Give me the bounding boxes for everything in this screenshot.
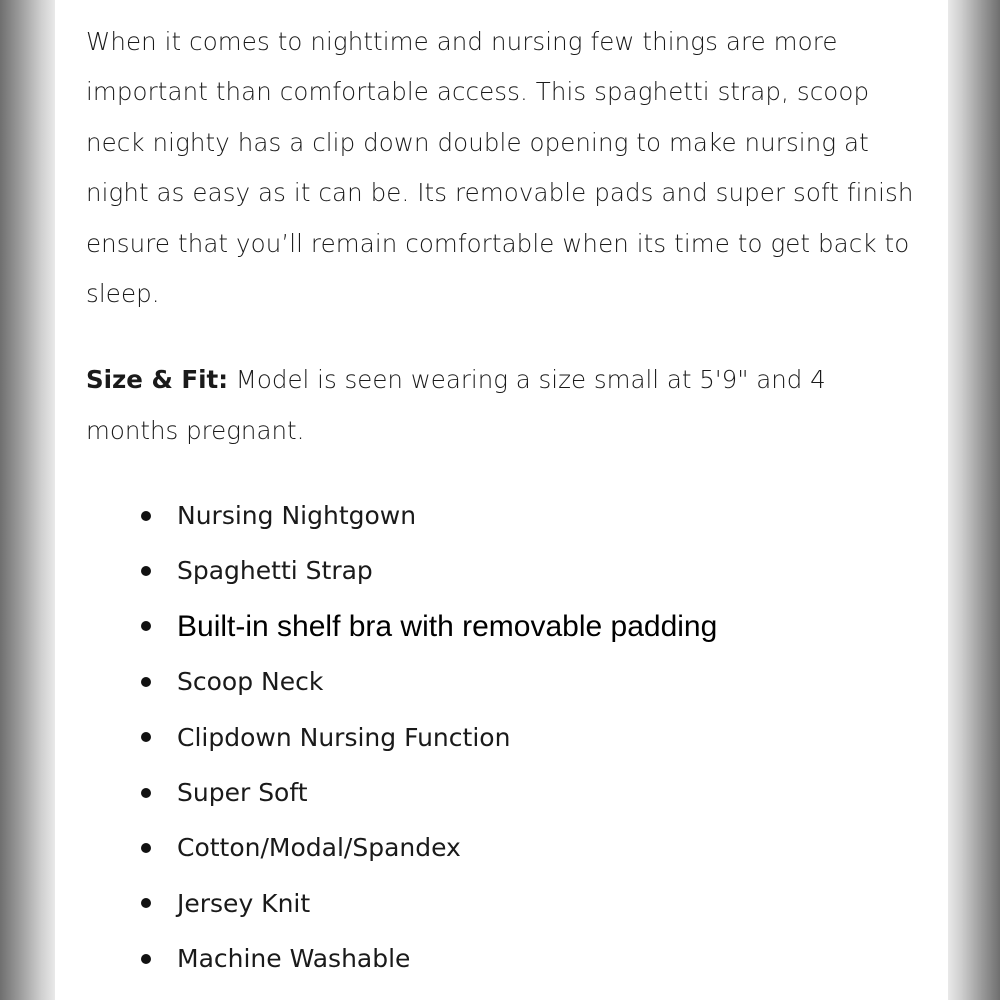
feature-label: Built-in shelf bra with removable padding	[177, 609, 718, 643]
size-fit-label: Size & Fit:	[86, 365, 228, 394]
right-border	[948, 0, 1000, 1000]
bullet-icon	[141, 732, 151, 742]
feature-list	[55, 488, 717, 987]
list-item	[55, 488, 717, 543]
bullet-icon	[141, 677, 151, 687]
feature-label: Clipdown Nursing Function	[177, 722, 511, 752]
product-description-panel	[55, 0, 948, 1000]
size-fit-text: Model is seen wearing a size small at 5'9" and 4 months pregnant.	[86, 365, 826, 445]
description-paragraph: When it comes to nighttime and nursing few things are more important than comfortable access. This spaghetti strap, scoop neck nighty has a clip down double opening to make nursing at night as easy as it can be. Its removable pads and super soft finish ensure that you’ll remain comfortable when its time to get back to sleep.	[86, 27, 914, 309]
feature-label: Cotton/Modal/Spandex	[177, 833, 461, 863]
list-item	[55, 543, 717, 598]
bullet-icon	[141, 898, 151, 908]
list-item	[55, 876, 717, 931]
list-item	[55, 710, 717, 765]
bullet-icon	[141, 788, 151, 798]
bullet-icon	[141, 566, 151, 576]
left-border	[0, 0, 55, 1000]
list-item	[55, 654, 717, 709]
feature-label: Jersey Knit	[177, 888, 311, 918]
bullet-icon	[141, 954, 151, 964]
feature-label: Nursing Nightgown	[177, 501, 417, 530]
feature-label: Spaghetti Strap	[177, 556, 373, 586]
feature-label: Machine Washable	[177, 944, 411, 974]
feature-label: Super Soft	[177, 777, 308, 807]
bullet-icon	[141, 511, 151, 521]
list-item	[55, 599, 717, 654]
list-item	[55, 931, 717, 986]
list-item	[55, 765, 717, 820]
feature-label: Scoop Neck	[177, 667, 324, 697]
size-fit-paragraph	[86, 354, 921, 456]
bullet-icon	[141, 621, 151, 631]
bullet-icon	[141, 843, 151, 853]
list-item	[55, 820, 717, 875]
